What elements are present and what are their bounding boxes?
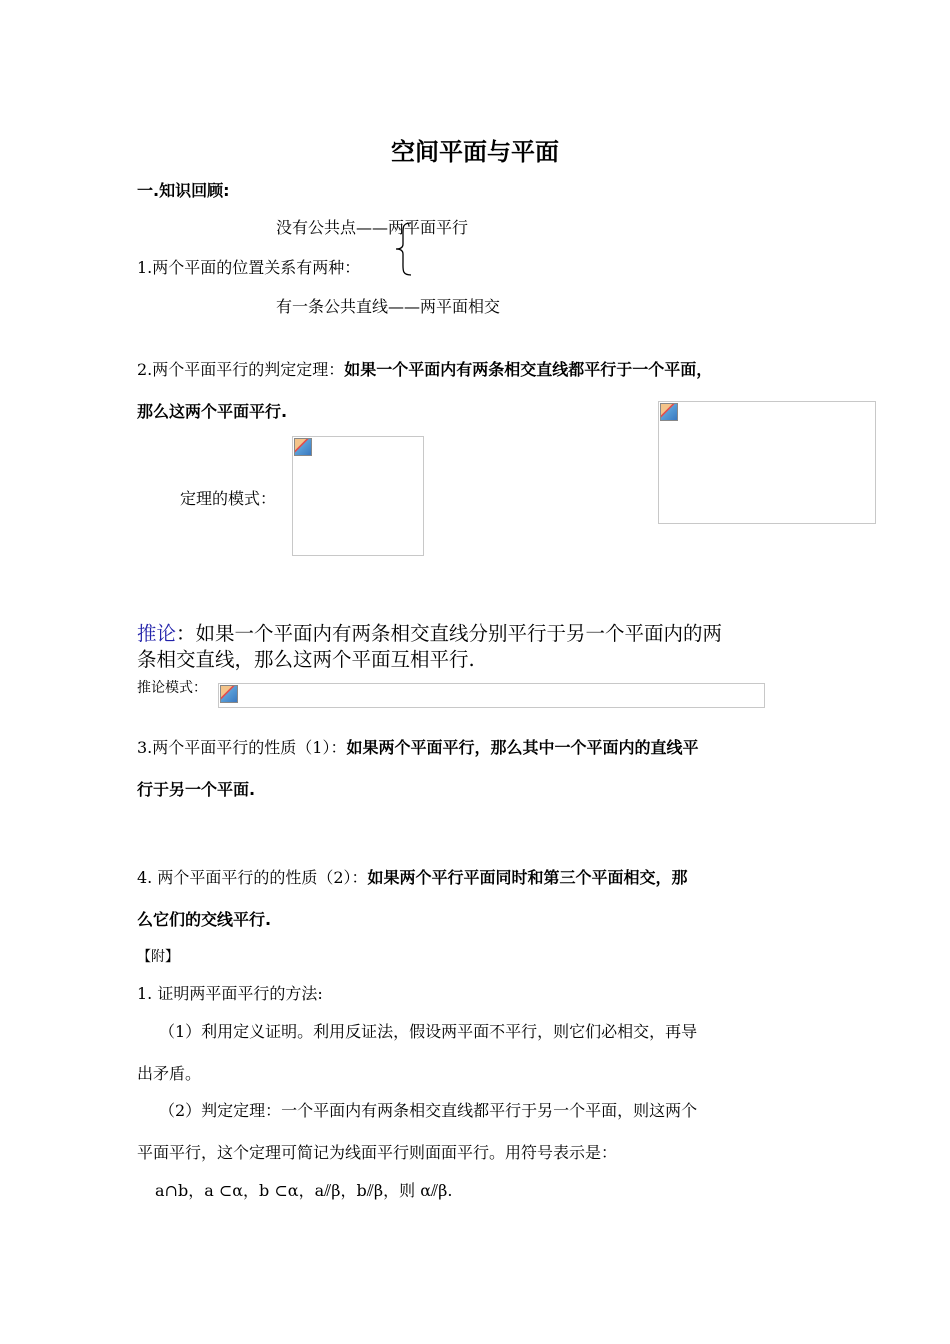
corollary-text1: ：如果一个平面内有两条相交直线分别平行于另一个平面内的两: [176, 622, 723, 645]
method-1-line1: （1）利用定义证明。利用反证法，假设两平面不平行，则它们必相交，再导: [159, 1022, 698, 1041]
corollary-pattern-image: [218, 683, 765, 708]
broken-image-icon: [220, 685, 238, 703]
property-2-prefix: 4. 两个平面平行的的性质（2）：: [137, 868, 368, 887]
figure-image-right: [658, 401, 876, 524]
relation-intersect: 有一条公共直线——两平面相交: [276, 297, 501, 316]
section-heading-review: 一.知识回顾:: [137, 181, 230, 200]
brace-icon: [392, 222, 414, 276]
broken-image-icon: [660, 403, 678, 421]
property-1-line2: 行于另一个平面.: [137, 780, 256, 799]
theorem-2-prefix: 2.两个平面平行的判定定理：: [137, 360, 345, 379]
property-1-line1: [137, 735, 698, 758]
page-title: 空间平面与平面: [391, 138, 559, 166]
corollary-pattern-label: 推论模式：: [137, 680, 207, 696]
theorem-pattern-label: 定理的模式：: [180, 489, 277, 508]
theorem-2-line2: 那么这两个平面平行.: [137, 402, 288, 421]
appendix-item-1: 1. 证明两平面平行的方法:: [137, 984, 323, 1003]
relation-label: 1.两个平面的位置关系有两种：: [137, 258, 361, 277]
broken-image-icon: [294, 438, 312, 456]
property-1-bold1: 如果两个平面平行，那么其中一个平面内的直线平: [346, 738, 699, 757]
symbolic-formula: a∩b，a ⊂α，b ⊂α，a⫽β，b⫽β，则 α⫽β.: [155, 1181, 453, 1200]
corollary-label: 推论: [137, 622, 177, 645]
theorem-2-bold1: 如果一个平面内有两条相交直线都平行于一个平面，: [344, 360, 713, 379]
corollary-line2: 条相交直线，那么这两个平面互相平行.: [137, 648, 475, 671]
theorem-2-line1: [137, 357, 712, 380]
appendix-heading: 【附】: [137, 949, 179, 965]
property-2-line2: 么它们的交线平行.: [137, 910, 272, 929]
property-2-bold1: 如果两个平行平面同时和第三个平面相交，那: [367, 868, 688, 887]
relation-parallel: 没有公共点——两平面平行: [276, 218, 469, 237]
property-2-line1: [137, 865, 688, 888]
corollary-line1: [137, 621, 722, 647]
method-1-line2: 出矛盾。: [137, 1064, 202, 1083]
property-1-prefix: 3.两个平面平行的性质（1）：: [137, 738, 347, 757]
method-2-line1: （2）判定定理：一个平面内有两条相交直线都平行于另一个平面，则这两个: [159, 1101, 698, 1120]
theorem-pattern-image: [292, 436, 424, 556]
method-2-line2: 平面平行，这个定理可简记为线面平行则面面平行。用符号表示是：: [137, 1143, 618, 1162]
